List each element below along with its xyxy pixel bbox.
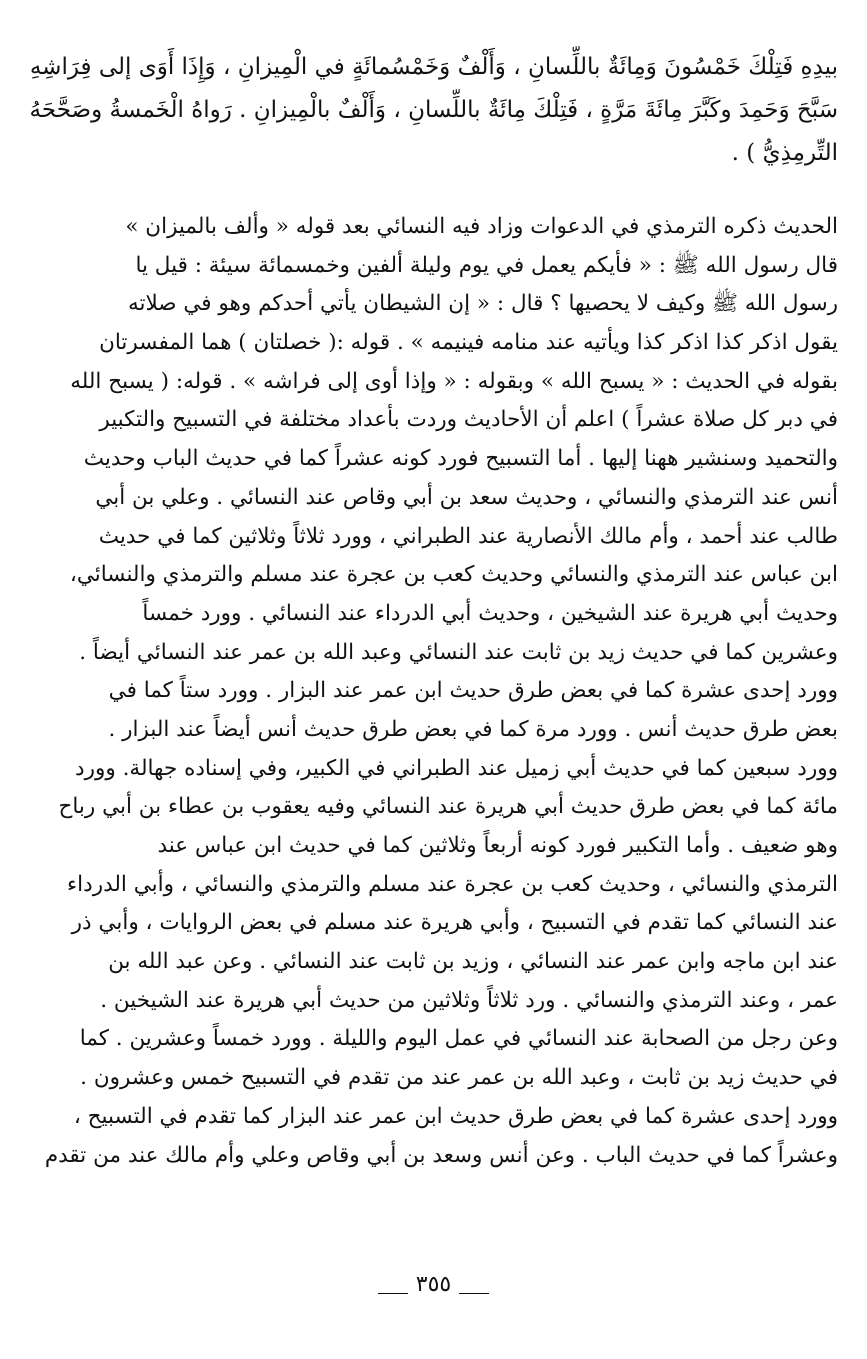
- commentary-line: وورد سبعين كما في حديث أبي زميل عند الطبراني في الكبير، وفي إسناده جهالة. وورد: [75, 755, 838, 781]
- commentary-line: وورد إحدى عشرة كما في بعض طرق حديث ابن عمر عند البزار كما تقدم في التسبيح ،: [73, 1103, 838, 1129]
- commentary-line: وعشرين كما في حديث زيد بن ثابت عند النسائي وعبد الله بن عمر عند النسائي أيضاً .: [79, 639, 838, 665]
- commentary-line: ابن عباس عند الترمذي والنسائي وحديث كعب بن عجرة عند مسلم والترمذي والنسائي،: [69, 562, 838, 588]
- hadith-line: بيدِهِ فَتِلْكَ خَمْسُونَ وَمِائَةٌ باللِّسانِ ، وَأَلْفٌ وَخَمْسُمائَةٍ في الْمِيزانِ ، وَإِذَا أَوَى إلى فِرَاشِهِ: [29, 54, 838, 80]
- commentary-line: وهو ضعيف . وأما التكبير فورد كونه أربعاً وثلاثين كما في حديث ابن عباس عند: [157, 833, 838, 858]
- commentary-line: وعشراً كما في حديث الباب . وعن أنس وسعد بن أبي وقاص وعلي وأم مالك عند من تقدم: [44, 1142, 838, 1168]
- commentary-line: والتحميد وسنشير ههنا إليها . أما التسبيح فورد كونه عشراً كما في حديث الباب وحديث: [83, 446, 838, 472]
- commentary-line: وورد إحدى عشرة كما في بعض طرق حديث ابن عمر عند البزار . وورد ستاً كما في: [108, 678, 838, 704]
- commentary-line: يقول اذكر كذا اذكر كذا ويأتيه عند منامه فينيمه » . قوله :( خصلتان ) هما المفسرتان: [99, 330, 838, 356]
- page-number-value: ٣٥٥: [415, 1272, 452, 1297]
- commentary-line: في دبر كل صلاة عشراً ) اعلم أن الأحاديث وردت بأعداد مختلفة في التسبيح والتكبير: [99, 407, 838, 433]
- page-number-dash: [378, 1293, 408, 1294]
- page-number: [0, 1272, 867, 1297]
- hadith-line: سَبَّحَ وَحَمِدَ وكَبَّرَ مِائَةَ مَرَّةٍ ، فَتِلْكَ مِائَةٌ باللِّسانِ ، وَأَلْفٌ بالْمِيزانِ . رَواهُ الْخَمسةُ وصَحَّحَهُ: [29, 97, 838, 123]
- commentary-line: وحديث أبي هريرة عند الشيخين ، وحديث أبي الدرداء عند النسائي . وورد خمساً: [142, 600, 838, 626]
- hadith-text: [24, 46, 838, 175]
- commentary-line: وعن رجل من الصحابة عند النسائي في عمل اليوم والليلة . وورد خمساً وعشرين . كما: [79, 1026, 838, 1052]
- commentary-line: بقوله في الحديث : « يسبح الله » وبقوله : « وإذا أوى إلى فراشه » . قوله: ( يسبح الله: [70, 368, 838, 394]
- commentary-line: الترمذي والنسائي ، وحديث كعب بن عجرة عند مسلم والترمذي والنسائي ، وأبي الدرداء: [67, 871, 838, 897]
- commentary-line: مائة كما في بعض طرق حديث أبي هريرة عند النسائي وفيه يعقوب بن عطاء بن أبي رباح: [58, 794, 838, 820]
- commentary-line: أنس عند الترمذي والنسائي ، وحديث سعد بن أبي وقاص عند النسائي . وعلي بن أبي: [95, 484, 838, 510]
- commentary-line: بعض طرق حديث أنس . وورد مرة كما في بعض طرق حديث أنس أيضاً عند البزار .: [108, 716, 838, 742]
- commentary-line: عند ابن ماجه وابن عمر عند النسائي ، وزيد بن ثابت عند النسائي . وعن عبد الله بن: [108, 949, 838, 975]
- commentary-line: عند النسائي كما تقدم في التسبيح ، وأبي هريرة عند مسلم في بعض الروايات ، وأبي ذر: [71, 910, 838, 936]
- commentary-line: عمر ، وعند الترمذي والنسائي . ورد ثلاثاً وثلاثين من حديث أبي هريرة عند الشيخين .: [100, 987, 838, 1013]
- commentary-text: [24, 208, 838, 1175]
- commentary-line: طالب عند أحمد ، وأم مالك الأنصارية عند الطبراني ، وورد ثلاثاً وثلاثين كما في حديث: [98, 523, 838, 549]
- hadith-line: التِّرمِذِيُّ ) .: [731, 140, 838, 166]
- commentary-line: قال رسول الله ﷺ : « فأيكم يعمل في يوم وليلة ألفين وخمسمائة سيئة : قيل يا: [135, 252, 838, 278]
- commentary-line: في حديث زيد بن ثابت ، وعبد الله بن عمر عند من تقدم في التسبيح خمس وعشرون .: [80, 1065, 838, 1091]
- commentary-line: الحديث ذكره الترمذي في الدعوات وزاد فيه النسائي بعد قوله « وألف بالميزان »: [125, 214, 838, 239]
- commentary-line: رسول الله ﷺ وكيف لا يحصيها ؟ قال : « إن الشيطان يأتي أحدكم وهو في صلاته: [127, 291, 838, 317]
- page-number-dash: [459, 1293, 489, 1294]
